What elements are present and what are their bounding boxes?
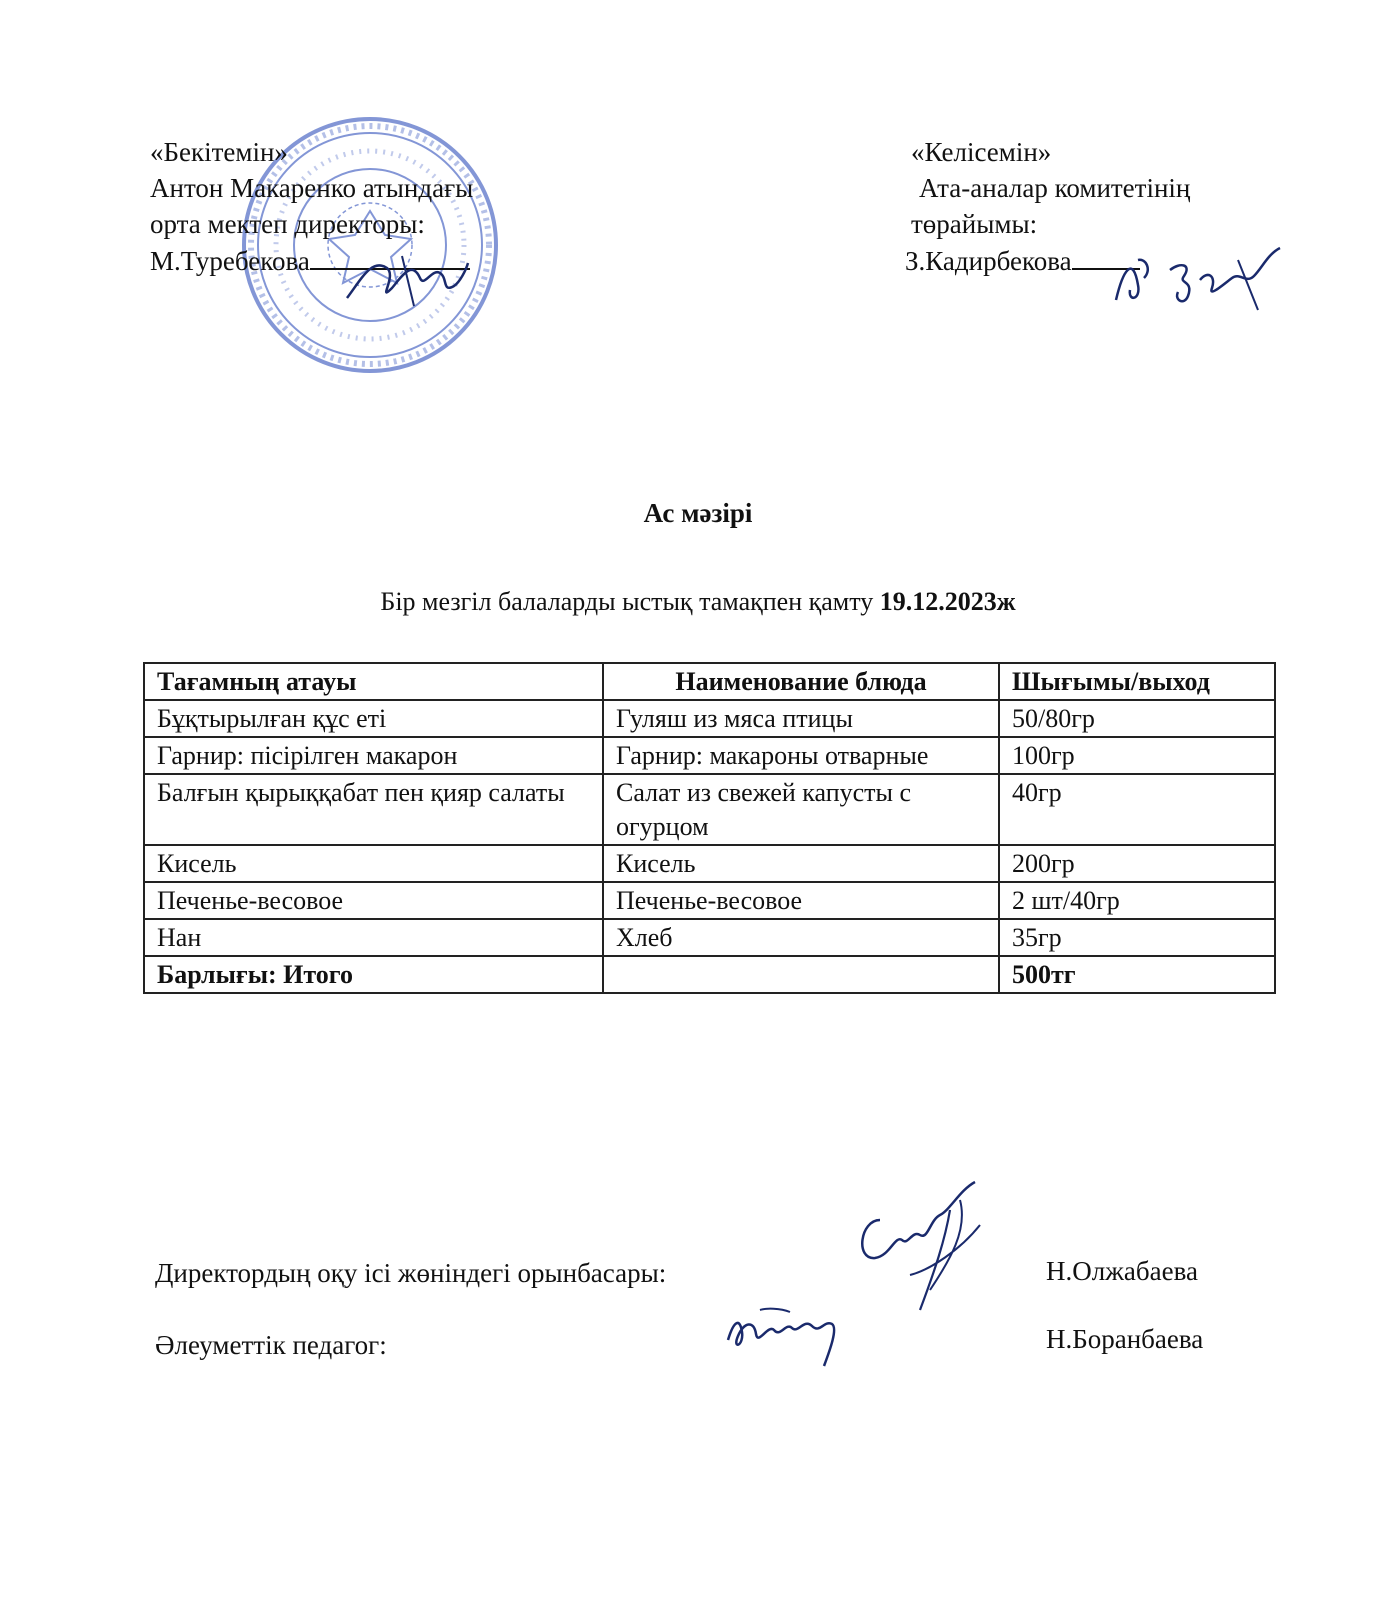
table-header-row [144,663,1275,700]
table-row [144,845,1275,882]
table-row [144,919,1275,956]
subtitle-date: 19.12.2023ж [879,587,1016,616]
deputy-signature [850,1180,1000,1320]
page-title: Ас мәзірі [643,498,753,528]
total-row [144,956,1275,993]
menu-table [143,662,1276,994]
cell-russian-name: Салат из свежей капусты с огурцом [603,774,999,845]
cell-kazakh-name: Печенье-весовое [144,882,603,919]
agreement-line-2: төрайымы: [911,209,1038,239]
cell-kazakh-name: Бұқтырылған құс еті [144,700,603,737]
cell-kazakh-name: Балғын қырыққабат пен қияр салаты [144,774,603,845]
total-label: Барлығы: Итого [144,956,603,993]
total-value: 500тг [999,956,1275,993]
approval-heading: «Бекітемін» [150,137,288,167]
table-row [144,882,1275,919]
cell-russian-name: Кисель [603,845,999,882]
cell-russian-name: Хлеб [603,919,999,956]
approval-line-2: орта мектеп директоры: [150,209,425,239]
pedagog-name: Н.Боранбаева [1046,1324,1204,1354]
cell-portion: 100гр [999,737,1275,774]
cell-portion: 200гр [999,845,1275,882]
agreement-line-1: Ата-аналар комитетінің [919,173,1191,203]
subtitle [0,587,1396,617]
cell-portion: 2 шт/40гр [999,882,1275,919]
pedagog-signature [720,1300,850,1375]
cell-kazakh-name: Нан [144,919,603,956]
pedagog-label: Әлеуметтік педагог: [155,1330,387,1360]
header-russian-name: Наименование блюда [603,663,999,700]
table-row [144,774,1275,845]
subtitle-text: Бір мезгіл балаларды ыстық тамақпен қамту [380,587,874,616]
cell-kazakh-name: Гарнир: пісірілген макарон [144,737,603,774]
approval-line-1: Антон Макаренко атындағы [150,173,474,203]
cell-kazakh-name: Кисель [144,845,603,882]
cell-portion: 40гр [999,774,1275,845]
agreement-heading: «Келісемін» [911,137,1052,167]
header-portion: Шығымы/выход [999,663,1275,700]
approval-signer-name: М.Туребекова [150,246,310,276]
cell-portion: 35гр [999,919,1275,956]
table-row [144,737,1275,774]
cell-russian-name: Гуляш из мяса птицы [603,700,999,737]
agreement-signer-name: З.Кадирбекова [905,246,1072,276]
table-row [144,700,1275,737]
cell-portion: 50/80гр [999,700,1275,737]
deputy-label: Директордың оқу ісі жөніндегі орынбасары: [155,1258,667,1288]
cell-russian-name: Печенье-весовое [603,882,999,919]
cell-russian-name: Гарнир: макароны отварные [603,737,999,774]
director-signature [342,248,472,310]
committee-signature [1108,240,1288,315]
total-empty-cell [603,956,999,993]
deputy-name: Н.Олжабаева [1046,1256,1198,1286]
header-kazakh-name: Тағамның атауы [144,663,603,700]
